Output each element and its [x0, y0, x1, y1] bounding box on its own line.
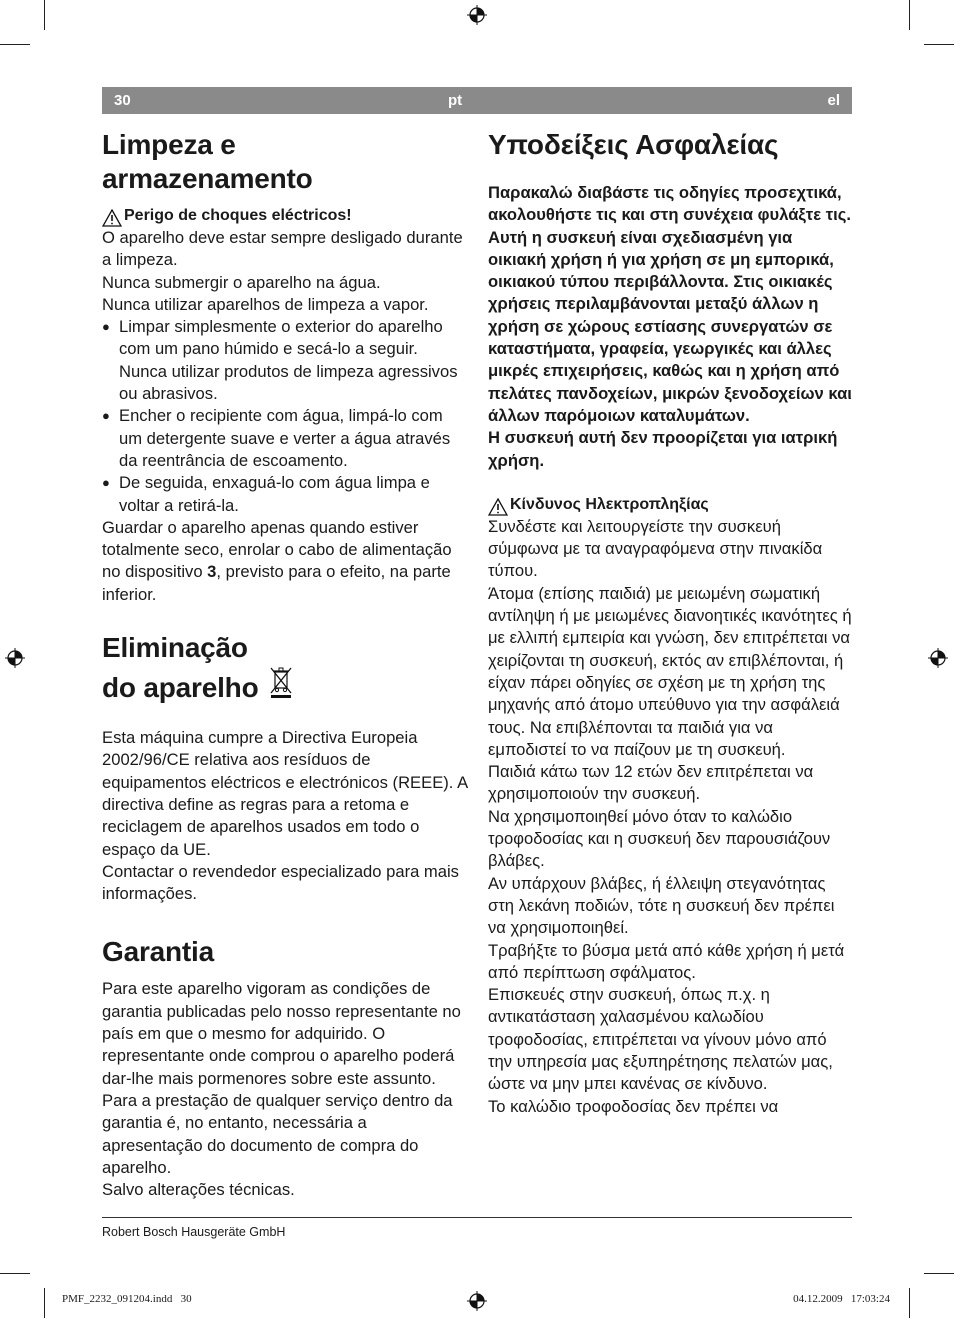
safety-paragraph: Επισκευές στην συσκευή, όπως π.χ. η αντικατάσταση χαλασμένου καλωδίου τροφοδοσίας, επιτρέπεται να γίνουν μόνο από την υπηρεσία μας εξυπηρέτησης πελατών μας, ώστε να μην μπει κανένας σε κίνδυνο. — [488, 985, 833, 1094]
cleaning-bullet-list — [102, 316, 468, 517]
cleaning-paragraph: Nunca submergir o aparelho na água. — [102, 272, 381, 292]
registration-mark-icon — [467, 1291, 487, 1311]
crop-mark — [909, 1288, 910, 1318]
crop-mark — [44, 0, 45, 30]
cleaning-heading: Limpeza e armazenamento — [102, 129, 313, 194]
registration-mark-icon — [928, 648, 948, 668]
safety-paragraph: Το καλώδιο τροφοδοσίας δεν πρέπει να — [488, 1096, 779, 1116]
slug-filename: PMF_2232_091204.indd 30 — [62, 1293, 192, 1305]
slug-timestamp: 04.12.2009 17:03:24 — [793, 1293, 890, 1305]
warranty-heading: Garantia — [102, 936, 214, 968]
safety-heading: Υποδείξεις Ασφαλείας — [488, 129, 779, 160]
safety-paragraph: Αν υπάρχουν βλάβες, ή έλλειψη στεγανότητας στη λεκάνη ποδιών, τότε η συσκευή δεν πρέπει να χρησιμοποιηθεί. — [488, 873, 835, 938]
footer-company: Robert Bosch Hausgeräte GmbH — [102, 1225, 286, 1239]
right-column — [488, 124, 854, 1118]
cleaning-paragraph: O aparelho deve estar sempre desligado durante a limpeza. — [102, 228, 463, 270]
registration-mark-icon — [467, 5, 487, 25]
list-item: ● Limpar simplesmente o exterior do aparelho com um pano húmido e secá-lo a seguir. Nunca utilizar produtos de limpeza agressivos ou abrasivos. — [102, 317, 458, 404]
language-code-pt: pt — [448, 92, 463, 109]
warning-triangle-icon — [488, 498, 508, 516]
warranty-paragraph: Salvo alterações técnicas. — [102, 1180, 295, 1200]
page-header-bar — [102, 87, 852, 114]
safety-intro: Αυτή η συσκευή είναι σχεδιασμένη για οικιακή χρήση ή για χρήση σε μη εμπορικά, οικιακού τύπου περιβάλλοντα. Στις οικιακές χρήσεις περιλαμβάνονται μεταξύ άλλων η χρήση σε χώρους εστίασης συνεργατών σε καταστήματα, γραφεία, γεωργικές και άλλες μικρές επιχειρήσεις, καθώς και η χρήση από πελάτες πανδοχείων, μικρών ξενοδοχείων και άλλων παρόμοιων καταλυμάτων. — [488, 227, 852, 425]
crop-mark — [909, 0, 910, 30]
disposal-paragraph: Esta máquina cumpre a Directiva Europeia 2002/96/CE relativa aos resíduos de equipamentos eléctricos e electrónicos (REEE). A directiva define as regras para a retoma e reciclagem de aparelhos usados em todo o espaço da UE. — [102, 728, 468, 859]
disposal-heading: Eliminação do aparelho — [102, 631, 468, 705]
disposal-paragraph: Contactar o revendedor especializado para mais informações. — [102, 861, 459, 904]
warning-line — [102, 205, 468, 227]
crop-mark — [924, 44, 954, 45]
registration-mark-icon — [5, 648, 25, 668]
language-code-el: el — [827, 92, 840, 109]
warning-line — [488, 494, 854, 516]
warning-triangle-icon — [102, 209, 122, 227]
safety-paragraph: Συνδέστε και λειτουργείστε την συσκευή σύμφωνα με τα αναγραφόμενα στην πινακίδα τύπου. — [488, 516, 823, 581]
safety-intro: Παρακαλώ διαβάστε τις οδηγίες προσεχτικά, ακολουθήστε τις και στη συνέχεια φυλάξτε τις. — [488, 183, 851, 225]
crop-mark — [44, 1288, 45, 1318]
list-item: ● Encher o recipiente com água, limpá-lo com um detergente suave e verter a água através da reentrância de escoamento. — [102, 406, 451, 470]
footer-rule — [102, 1217, 852, 1218]
crop-mark — [924, 1273, 954, 1274]
crossed-bin-icon — [268, 665, 294, 699]
safety-paragraph: Να χρησιμοποιηθεί μόνο όταν το καλώδιο τροφοδοσίας και η συσκευή δεν παρουσιάζουν βλάβες. — [488, 806, 831, 871]
warranty-paragraph: Para este aparelho vigoram as condições de garantia publicadas pelo nosso representante no país em que o mesmo for adquirido. O representante onde comprou o aparelho poderá dar-lhe mais pormenores sobre este assunto. Para a prestação de qualquer serviço dentro da garantia é, no entanto, necessária a apresentação do documento de compra do aparelho. — [102, 979, 461, 1177]
list-item: ● De seguida, enxaguá-lo com água limpa e voltar a retirá-la. — [102, 473, 430, 515]
warning-text: Κίνδυνος Ηλεκτροπληξίας — [510, 495, 709, 513]
page-number: 30 — [114, 92, 131, 109]
safety-paragraph: Παιδιά κάτω των 12 ετών δεν επιτρέπεται να χρησιμοποιούν την συσκευή. — [488, 762, 814, 804]
crop-mark — [0, 44, 30, 45]
safety-intro: Η συσκευή αυτή δεν προορίζεται για ιατρική χρήση. — [488, 428, 838, 470]
left-column — [102, 124, 468, 1201]
safety-paragraph: Άτομα (επίσης παιδιά) με μειωμένη σωματική αντίληψη ή με μειωμένες διανοητικές ικανότητες ή με ελλιπή εμπειρία και γνώση, δεν επιτρέπεται να χειρίζονται τη συσκευή, εκτός αν επιβλέπονται, ή είχαν πάρει οδηγίες σε σχέση με τη χρήση της μηχανής από άτομο υπεύθυνο για την ασφάλειά τους. Να επιβλέπονται τα παιδιά για να εμποδιστεί το να παίζουν με τη συσκευή. — [488, 583, 852, 759]
cleaning-paragraph: Nunca utilizar aparelhos de limpeza a vapor. — [102, 294, 429, 314]
safety-paragraph: Τραβήξτε το βύσμα μετά από κάθε χρήση ή μετά από περίπτωση σφάλματος. — [488, 940, 845, 982]
storage-paragraph: Guardar o aparelho apenas quando estiver totalmente seco, enrolar o cabo de alimentação no dispositivo 3, previsto para o efeito, na parte inferior. — [102, 517, 452, 604]
crop-mark — [0, 1273, 30, 1274]
warning-text: Perigo de choques eléctricos! — [124, 207, 352, 224]
